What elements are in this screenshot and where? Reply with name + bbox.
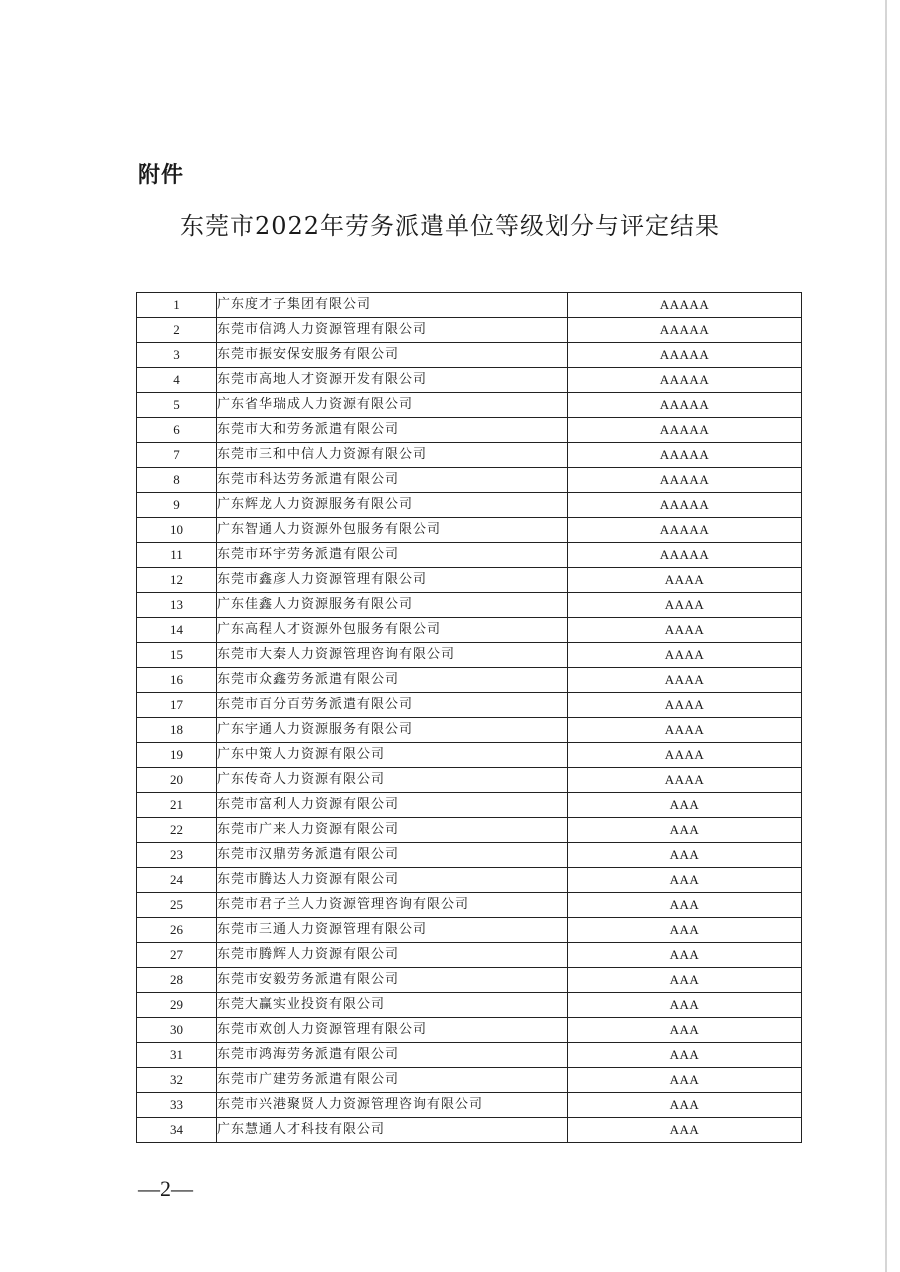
grade-rating: AAAAA (568, 518, 802, 543)
table-row (137, 618, 802, 643)
table-row (137, 568, 802, 593)
grade-rating: AAA (568, 868, 802, 893)
row-number: 8 (137, 468, 217, 493)
table-row (137, 343, 802, 368)
table-row (137, 743, 802, 768)
company-name: 广东度才子集团有限公司 (217, 293, 568, 318)
document-title: 东莞市2022年劳务派遣单位等级划分与评定结果 (179, 212, 721, 240)
company-name: 东莞市欢创人力资源管理有限公司 (217, 1018, 568, 1043)
row-number: 4 (137, 368, 217, 393)
row-number: 2 (137, 318, 217, 343)
company-name: 东莞市广来人力资源有限公司 (217, 818, 568, 843)
company-name: 东莞市腾辉人力资源有限公司 (217, 943, 568, 968)
row-number: 21 (137, 793, 217, 818)
grade-rating: AAA (568, 1118, 802, 1143)
row-number: 32 (137, 1068, 217, 1093)
table-row (137, 468, 802, 493)
table-row (137, 393, 802, 418)
row-number: 22 (137, 818, 217, 843)
table-row (137, 1118, 802, 1143)
row-number: 15 (137, 643, 217, 668)
grade-rating: AAAA (568, 743, 802, 768)
grade-rating: AAAA (568, 768, 802, 793)
company-name: 东莞市振安保安服务有限公司 (217, 343, 568, 368)
table-row (137, 1018, 802, 1043)
company-name: 东莞市君子兰人力资源管理咨询有限公司 (217, 893, 568, 918)
row-number: 14 (137, 618, 217, 643)
company-name: 广东智通人力资源外包服务有限公司 (217, 518, 568, 543)
row-number: 5 (137, 393, 217, 418)
table-row (137, 1068, 802, 1093)
company-name: 东莞市广建劳务派遣有限公司 (217, 1068, 568, 1093)
table-row (137, 843, 802, 868)
row-number: 23 (137, 843, 217, 868)
company-name: 广东传奇人力资源有限公司 (217, 768, 568, 793)
row-number: 10 (137, 518, 217, 543)
table-row (137, 518, 802, 543)
grade-rating: AAAAA (568, 293, 802, 318)
table-row (137, 768, 802, 793)
grade-rating: AAA (568, 1043, 802, 1068)
company-name: 广东佳鑫人力资源服务有限公司 (217, 593, 568, 618)
company-name: 东莞市腾达人力资源有限公司 (217, 868, 568, 893)
grade-rating: AAAA (568, 593, 802, 618)
table-row (137, 718, 802, 743)
rating-table-body (137, 293, 802, 1143)
row-number: 26 (137, 918, 217, 943)
row-number: 17 (137, 693, 217, 718)
table-row (137, 368, 802, 393)
grade-rating: AAA (568, 993, 802, 1018)
grade-rating: AAAA (568, 618, 802, 643)
company-name: 广东中策人力资源有限公司 (217, 743, 568, 768)
grade-rating: AAAAA (568, 468, 802, 493)
grade-rating: AAAAA (568, 493, 802, 518)
grade-rating: AAA (568, 1018, 802, 1043)
grade-rating: AAA (568, 843, 802, 868)
company-name: 东莞市三和中信人力资源有限公司 (217, 443, 568, 468)
table-row (137, 693, 802, 718)
company-name: 广东慧通人才科技有限公司 (217, 1118, 568, 1143)
row-number: 11 (137, 543, 217, 568)
company-name: 东莞市科达劳务派遣有限公司 (217, 468, 568, 493)
grade-rating: AAAA (568, 718, 802, 743)
table-row (137, 1043, 802, 1068)
grade-rating: AAAA (568, 693, 802, 718)
company-name: 东莞市鸿海劳务派遣有限公司 (217, 1043, 568, 1068)
table-row (137, 793, 802, 818)
table-row (137, 868, 802, 893)
row-number: 1 (137, 293, 217, 318)
grade-rating: AAAAA (568, 343, 802, 368)
row-number: 33 (137, 1093, 217, 1118)
row-number: 12 (137, 568, 217, 593)
company-name: 东莞市三通人力资源管理有限公司 (217, 918, 568, 943)
grade-rating: AAA (568, 793, 802, 818)
row-number: 18 (137, 718, 217, 743)
row-number: 19 (137, 743, 217, 768)
company-name: 广东省华瑞成人力资源有限公司 (217, 393, 568, 418)
table-row (137, 493, 802, 518)
grade-rating: AAAA (568, 643, 802, 668)
row-number: 13 (137, 593, 217, 618)
company-name: 东莞市鑫彦人力资源管理有限公司 (217, 568, 568, 593)
company-name: 东莞市汉鼎劳务派遣有限公司 (217, 843, 568, 868)
company-name: 东莞市众鑫劳务派遣有限公司 (217, 668, 568, 693)
company-name: 东莞市信鸿人力资源管理有限公司 (217, 318, 568, 343)
company-name: 东莞市百分百劳务派遣有限公司 (217, 693, 568, 718)
grade-rating: AAA (568, 818, 802, 843)
company-name: 东莞市兴港聚贤人力资源管理咨询有限公司 (217, 1093, 568, 1118)
company-name: 东莞市环宇劳务派遣有限公司 (217, 543, 568, 568)
table-row (137, 943, 802, 968)
company-name: 东莞市安毅劳务派遣有限公司 (217, 968, 568, 993)
row-number: 9 (137, 493, 217, 518)
grade-rating: AAAAA (568, 443, 802, 468)
grade-rating: AAAAA (568, 393, 802, 418)
table-row (137, 968, 802, 993)
table-row (137, 593, 802, 618)
table-row (137, 643, 802, 668)
grade-rating: AAA (568, 943, 802, 968)
company-name: 东莞市高地人才资源开发有限公司 (217, 368, 568, 393)
table-row (137, 293, 802, 318)
scan-edge-line (885, 0, 887, 1272)
company-name: 广东辉龙人力资源服务有限公司 (217, 493, 568, 518)
row-number: 25 (137, 893, 217, 918)
grade-rating: AAA (568, 893, 802, 918)
grade-rating: AAA (568, 968, 802, 993)
grade-rating: AAAAA (568, 368, 802, 393)
table-row (137, 993, 802, 1018)
row-number: 24 (137, 868, 217, 893)
company-name: 东莞市大和劳务派遣有限公司 (217, 418, 568, 443)
company-name: 广东高程人才资源外包服务有限公司 (217, 618, 568, 643)
grade-rating: AAA (568, 1093, 802, 1118)
row-number: 29 (137, 993, 217, 1018)
row-number: 28 (137, 968, 217, 993)
table-row (137, 543, 802, 568)
grade-rating: AAA (568, 918, 802, 943)
company-name: 东莞市大秦人力资源管理咨询有限公司 (217, 643, 568, 668)
rating-table (136, 292, 802, 1143)
row-number: 20 (137, 768, 217, 793)
row-number: 27 (137, 943, 217, 968)
table-row (137, 668, 802, 693)
grade-rating: AAAAA (568, 318, 802, 343)
row-number: 30 (137, 1018, 217, 1043)
grade-rating: AAA (568, 1068, 802, 1093)
company-name: 东莞市富利人力资源有限公司 (217, 793, 568, 818)
page-number: —2— (138, 1176, 193, 1201)
grade-rating: AAAAA (568, 418, 802, 443)
company-name: 广东宇通人力资源服务有限公司 (217, 718, 568, 743)
row-number: 31 (137, 1043, 217, 1068)
table-row (137, 443, 802, 468)
row-number: 3 (137, 343, 217, 368)
row-number: 16 (137, 668, 217, 693)
table-row (137, 318, 802, 343)
company-name: 东莞大赢实业投资有限公司 (217, 993, 568, 1018)
row-number: 7 (137, 443, 217, 468)
row-number: 6 (137, 418, 217, 443)
table-row (137, 1093, 802, 1118)
table-row (137, 418, 802, 443)
row-number: 34 (137, 1118, 217, 1143)
grade-rating: AAAA (568, 568, 802, 593)
table-row (137, 893, 802, 918)
attachment-label: 附件 (138, 163, 185, 188)
grade-rating: AAAAA (568, 543, 802, 568)
table-row (137, 918, 802, 943)
table-row (137, 818, 802, 843)
grade-rating: AAAA (568, 668, 802, 693)
